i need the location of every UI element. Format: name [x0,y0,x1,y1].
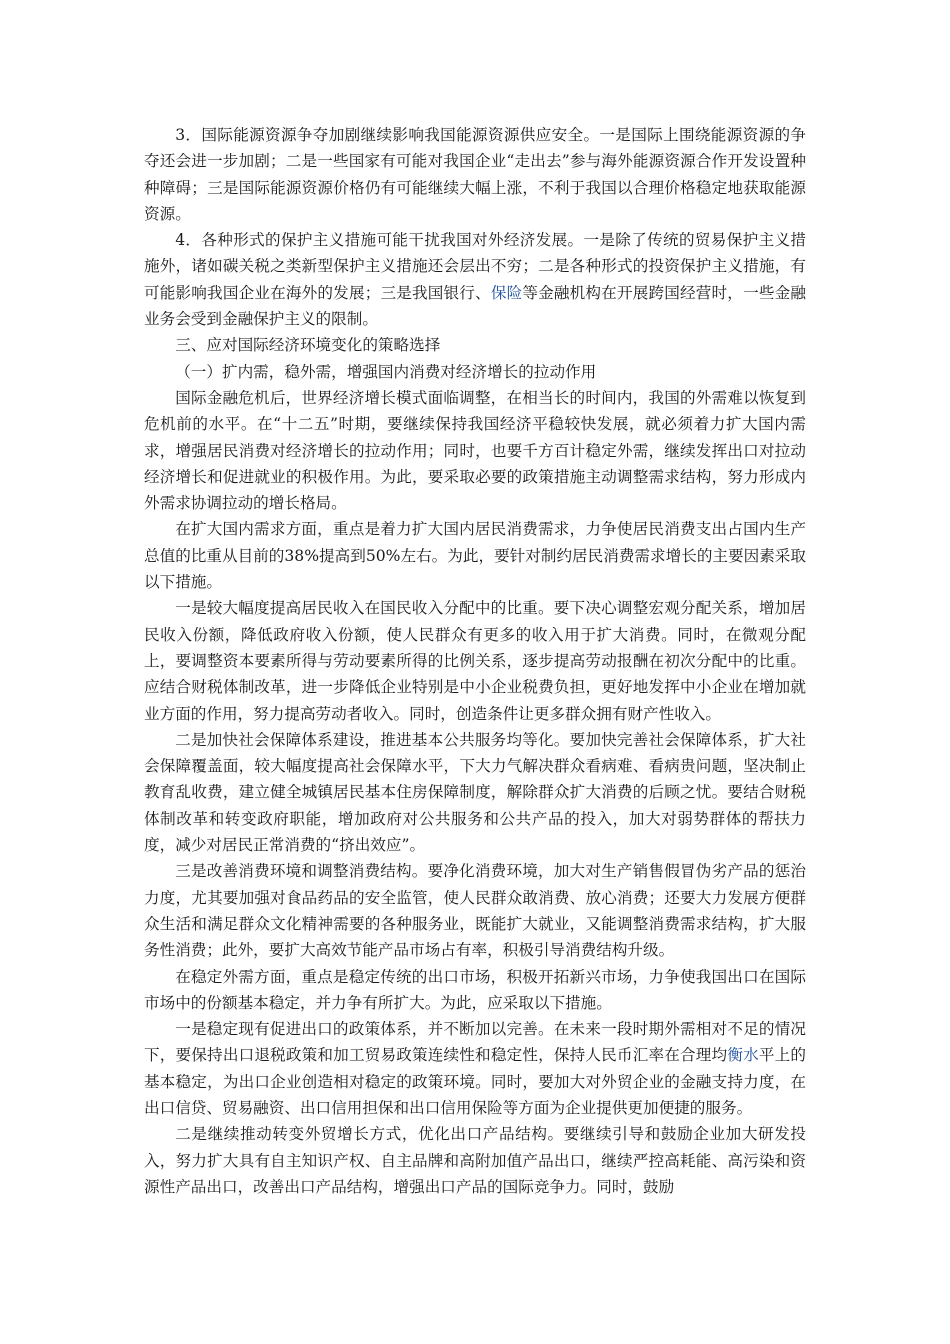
paragraph-intro-domestic-demand: 国际金融危机后，世界经济增长模式面临调整，在相当长的时间内，我国的外需难以恢复到危机前的水平。在“十二五”时期，要继续保持我国经济平稳较快发展，就必须着力扩大国内需求，增强居民消费对经济增长的拉动作用；同时，也要千方百计稳定外需，继续发挥出口对拉动经济增长和促进就业的积极作用。为此，要采取必要的政策措施主动调整需求结构，努力形成内外需求协调拉动的增长格局。 [144,388,806,513]
insurance-link[interactable]: 保险 [490,283,523,302]
hengshui-link[interactable]: 衡水 [727,1046,759,1065]
paragraph-text: 平上的基本稳定，为出口企业创造相对稳定的政策环境。同时，要加大对外贸企业的金融支持力度，在出口信贷、贸易融资、出口信用担保和出口信用保险等方面为企业提供更加便捷的服务。 [144,1046,806,1117]
paragraph-consumption-environment: 三是改善消费环境和调整消费结构。要净化消费环境，加大对生产销售假冒伪劣产品的惩治力度，尤其要加强对食品药品的安全监管，使人民群众敢消费、放心消费；还要大力发展方便群众生活和满足群众文化精神需要的各种服务业，既能扩大就业，又能调整消费需求结构，扩大服务性消费；此外，要扩大高效节能产品市场占有率，积极引导消费结构升级。 [144,862,806,960]
paragraph-trade-growth-mode: 二是继续推动转变外贸增长方式，优化出口产品结构。要继续引导和鼓励企业加大研发投入，努力扩大具有自主知识产权、自主品牌和高附加值产品出口，继续严控高耗能、高污染和资源性产品出口，改善出口产品结构，增强出口产品的国际竞争力。同时，鼓励 [144,1125,806,1196]
paragraph-text: 等金融机构在开展跨国经营时，一些金融业务会受到金融保护主义的限制。 [144,283,806,329]
paragraph-expand-domestic-demand: 在扩大国内需求方面，重点是着力扩大国内居民消费需求，力争使居民消费支出占国内生产总值的比重从目前的38%提高到50%左右。为此，要针对制约居民消费需求增长的主要因素采取以下措施。 [144,520,806,592]
paragraph-text: 4．各种形式的保护主义措施可能干扰我国对外经济发展。一是除了传统的贸易保护主义措施外，诸如碳关税之类新型保护主义措施还会层出不穷；二是各种形式的投资保护主义措施，有可能影响我国企业在海外的发展；三是我国银行、 [144,231,806,302]
paragraph-export-policy [144,1016,806,1121]
paragraph-stabilize-external-demand: 在稳定外需方面，重点是稳定传统的出口市场，积极开拓新兴市场，力争使我国出口在国际市场中的份额基本稳定，并力争有所扩大。为此，应采取以下措施。 [144,967,806,1012]
paragraph-energy-security: 3．国际能源资源争夺加剧继续影响我国能源资源供应安全。一是国际上围绕能源资源的争夺还会进一步加剧；二是一些国家有可能对我国企业“走出去”参与海外能源资源合作开发设置种种障碍；三是国际能源资源价格仍有可能继续大幅上涨，不利于我国以合理价格稳定地获取能源资源。 [144,126,806,223]
subsection-heading: （一）扩内需，稳外需，增强国内消费对经济增长的拉动作用 [175,362,597,381]
paragraph-social-security: 二是加快社会保障体系建设，推进基本公共服务均等化。要加快完善社会保障体系，扩大社会保障覆盖面，较大幅度提高社会保障水平，下大力气解决群众看病难、看病贵问题，坚决制止教育乱收费，建立健全城镇居民基本住房保障制度，解除群众扩大消费的后顾之忧。要结合财税体制改革和转变政府职能，增加政府对公共服务和公共产品的投入，加大对弱势群体的帮扶力度，减少对居民正常消费的“挤出效应”。 [144,730,806,855]
paragraph-income-share: 一是较大幅度提高居民收入在国民收入分配中的比重。要下决心调整宏观分配关系，增加居民收入份额，降低政府收入份额，使人民群众有更多的收入用于扩大消费。同时，在微观分配上，要调整资本要素所得与劳动要素所得的比例关系，逐步提高劳动报酬在初次分配中的比重。应结合财税体制改革，进一步降低企业特别是中小企业税费负担，更好地发挥中小企业在增加就业方面的作用，努力提高劳动者收入。同时，创造条件让更多群众拥有财产性收入。 [144,599,806,723]
paragraph-text: 一是稳定现有促进出口的政策体系，并不断加以完善。在未来一段时期外需相对不足的情况下，要保持出口退税政策和加工贸易政策连续性和稳定性，保持人民币汇率在合理均 [144,1020,806,1065]
paragraph-protectionism [144,227,806,332]
section-heading: 三、应对国际经济环境变化的策略选择 [175,336,441,355]
document-body [144,122,806,1200]
